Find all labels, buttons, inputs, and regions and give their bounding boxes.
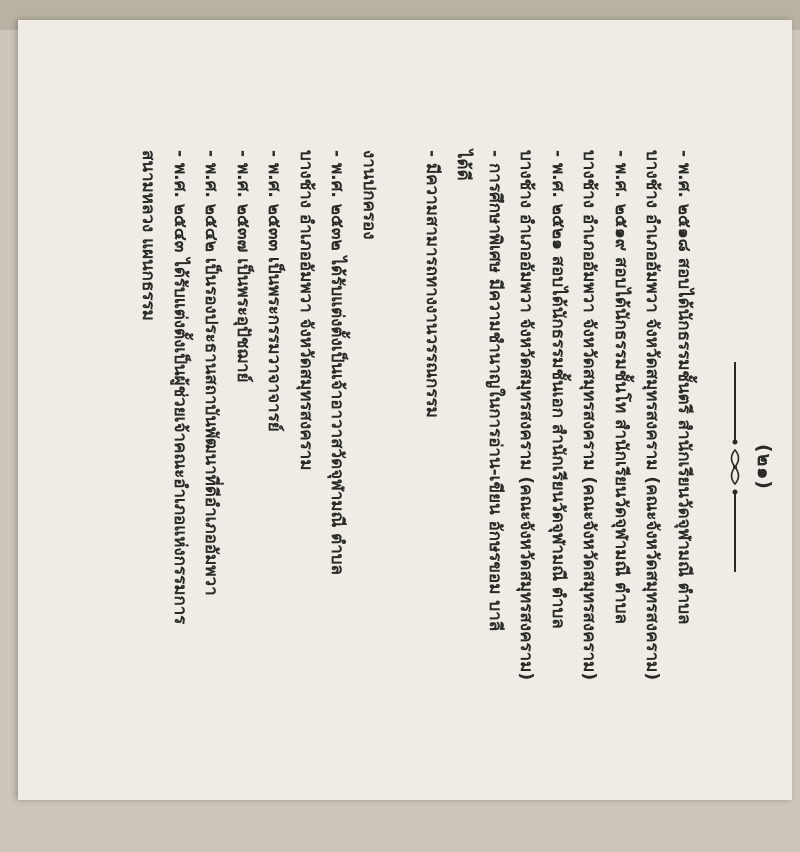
page-header [727, 82, 779, 852]
text-line: - พ.ศ. ๒๕๓๒ ได้รับแต่งตั้งเป็นเจ้าอาวาสวัดจุฬามณี ตำบล [327, 150, 348, 575]
text-line: ได้ดี [453, 150, 474, 181]
text-line: - พ.ศ. ๒๕๒๑ สอบได้นักธรรมชั้นเอก สำนักเรียนวัดจุฬามณี ตำบล [548, 150, 568, 629]
page-number: (๒๑) [753, 444, 775, 490]
section-title: งานปกครอง [359, 150, 379, 240]
text-line: - พ.ศ. ๒๕๓๗ เป็นพระอุปัชฌาย์ [233, 150, 253, 383]
document-body [132, 150, 699, 790]
blank-line [384, 150, 416, 790]
ornament-divider [727, 362, 743, 572]
text-line: บางช้าง อำเภออัมพวา จังหวัดสมุทรสงคราม (คณะจังหวัดสมุทรสงคราม) [642, 150, 663, 681]
document-page [18, 20, 792, 800]
text-line: - พ.ศ. ๒๕๓๓ เป็นพระกรรมวาจาจารย์ [264, 150, 285, 432]
text-line: - พ.ศ. ๒๕๔๒ เป็นรองประธานสถาบันพัฒนาที่ดีอำเภออัมพวา [201, 150, 222, 596]
text-line: - พ.ศ. ๒๕๑๘ สอบได้นักธรรมชั้นตรี สำนักเรียนวัดจุฬามณี ตำบล [674, 150, 694, 625]
text-line: สนามหลวง แผนกธรรม [138, 150, 159, 321]
text-line: บางช้าง อำเภออัมพวา จังหวัดสมุทรสงคราม (คณะจังหวัดสมุทรสงคราม) [579, 150, 600, 681]
text-line: - การศึกษาพิเศษ มีความชำนาญในการอ่าน-เขียน อักษรขอม บาลี [485, 150, 505, 632]
text-line: บางช้าง อำเภออัมพวา จังหวัดสมุทรสงคราม [296, 150, 316, 471]
text-line: บางช้าง อำเภออัมพวา จังหวัดสมุทรสงคราม (คณะจังหวัดสมุทรสงคราม) [516, 150, 537, 681]
text-line: - มีความสามารถทางงานวรรณกรรม [422, 150, 442, 418]
text-line: - พ.ศ. ๒๕๔๓ ได้รับแต่งตั้งเป็นผู้ช่วยเจ้าคณะอำเภอแห่งกรรมการ [170, 150, 190, 625]
text-line: - พ.ศ. ๒๕๑๙ สอบได้นักธรรมชั้นโท สำนักเรียนวัดจุฬามณี ตำบล [611, 150, 631, 624]
rotated-content [138, 82, 793, 852]
